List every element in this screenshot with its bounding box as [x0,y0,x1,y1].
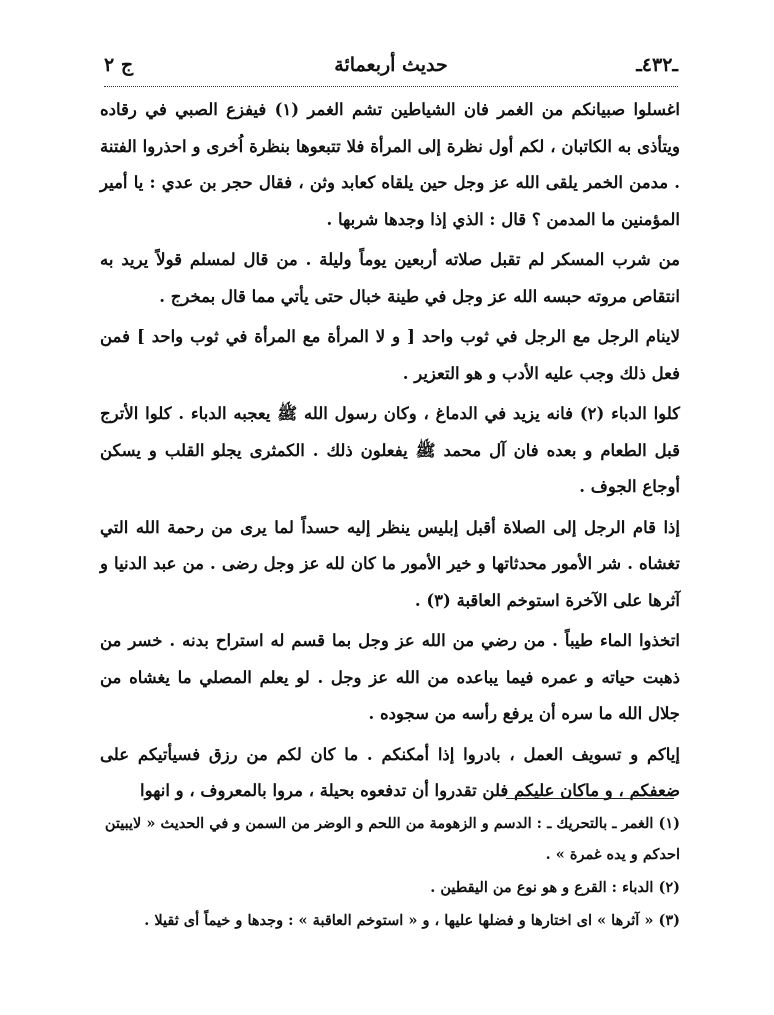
running-title: حديث أربعمائة [334,54,448,76]
volume-label: ج ٢ [104,54,134,76]
paragraph: لاينام الرجل مع الرجل في ثوب واحد [ و لا المرأة مع المرأة في ثوب واحد ] فمن فعل ذلك وجب عليه الأدب و هو التعزير . [100,327,680,383]
paragraph: كلوا الدباء (٢) فانه يزيد في الدماغ ، وكان رسول الله ﷺ يعجبه الدباء . كلوا الأترج قبل الطعام و بعده فان آل محمد ﷺ يفعلون ذلك . الكمثرى يجلو القلب و يسكن أوجاع الجوف . [100,404,681,496]
paragraph: اتخذوا الماء طيباً . من رضي من الله عز وجل بما قسم له استراح بدنه . خسر من ذهبت حياته و عمره فيما يباعده من الله عز وجل . لو يعلم المصلي ما يغشاه من جلال الله ما سره أن يرفع رأسه من سجوده . [100,631,680,723]
paragraph: إياكم و تسويف العمل ، بادروا إذا أمكنكم . ما كان لكم من رزق فسيأتيكم على ضعفكم ، و ماكان عليكم فلن تقدروا أن تدفعوه بحيلة ، مروا بالمعروف ، و انهوا [100,744,680,800]
footnote: (٢) الدباء : القرع و هو نوع من اليقطين . [430,879,680,896]
footnote: (٣) « آثرها » اى اختارها و فضلها عليها ، و « استوخم العاقبة » : وجدها و خيماً أى ثقيلا . [144,912,680,929]
footnote-divider [506,798,674,799]
page-number: ـ٤٣٢ـ [636,54,678,76]
footnote: (١) الغمر ـ بالتحريك ـ : الدسم و الزهومة من اللحم و الوضر من السمن و في الحديث « لايبيتن احدكم و يده غمرة » . [104,815,680,863]
paragraph: إذا قام الرجل إلى الصلاة أقبل إبليس ينظر إليه حسداً لما يرى من رحمة الله التي تغشاه . شر الأمور محدثاتها و خير الأمور ما كان لله عز وجل رضى . من عبد الدنيا و آثرها على الآخرة استوخم العاقبة (٣) . [100,517,680,610]
footnotes [100,808,680,938]
paragraph: من شرب المسكر لم تقبل صلاته أربعين يوماً وليلة . من قال لمسلم قولاً يريد به انتقاص مروته حبسه الله عز وجل في طينة خبال حتى يأتي مما قال بمخرج . [100,250,680,306]
main-text [100,92,680,814]
page-header [104,52,678,87]
paragraph: اغسلوا صبيانكم من الغمر فان الشياطين تشم الغمر (١) فيفزع الصبي في رقاده ويتأذى به الكاتبان ، لكم أول نظرة إلى المرأة فلا تتبعوها بنظرة اُخرى و احذروا الفتنة . مدمن الخمر يلقى الله عز وجل حين يلقاه كعابد وثن ، فقال حجر بن عدي : يا أمير المؤمنين ما المدمن ؟ قال : الذي إذا وجدها شربها . [100,100,680,229]
